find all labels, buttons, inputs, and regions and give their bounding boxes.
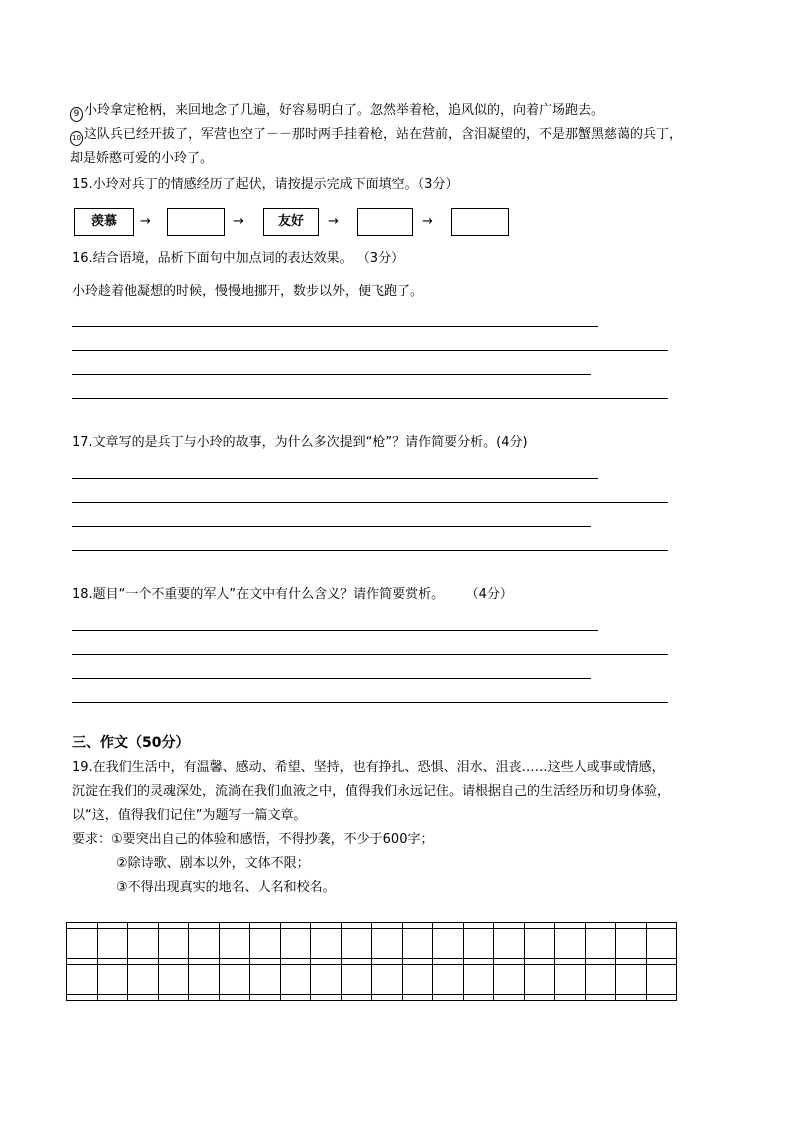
grid-cell[interactable] [464, 965, 495, 995]
emotion-box-1: 羡慕 [74, 208, 134, 236]
grid-cell[interactable] [220, 929, 251, 959]
answer-line[interactable] [72, 374, 591, 375]
grid-cell[interactable] [616, 929, 647, 959]
grid-cell[interactable] [159, 929, 190, 959]
answer-line[interactable] [72, 326, 598, 327]
grid-spacer-cell [464, 995, 495, 1001]
question-19-line: 19.在我们生活中，有温馨、感动、希望、坚持，也有挣扎、恐惧、泪水、沮丧……这些人或事或情感， [72, 760, 665, 775]
grid-spacer-cell [616, 995, 647, 1001]
grid-cell[interactable] [433, 929, 464, 959]
emotion-box-4[interactable] [357, 208, 413, 236]
grid-cell[interactable] [220, 965, 251, 995]
grid-cell[interactable] [189, 929, 220, 959]
grid-cell[interactable] [494, 929, 525, 959]
arrow-icon: → [328, 214, 339, 229]
grid-cell[interactable] [616, 965, 647, 995]
grid-spacer-cell [250, 995, 281, 1001]
question-17: 17.文章写的是兵丁与小玲的故事，为什么多次提到“枪”？请作简要分析。(4分) [72, 435, 528, 450]
grid-cell[interactable] [98, 965, 129, 995]
grid-row [67, 995, 677, 1001]
question-18-score: （4分） [472, 587, 513, 602]
grid-spacer-cell [67, 995, 98, 1001]
grid-row [67, 965, 677, 995]
question-16: 16.结合语境，品析下面句中加点词的表达效果。 （3分） [72, 251, 405, 266]
answer-line[interactable] [72, 550, 668, 551]
requirement-1: 要求：①要突出自己的体验和感悟，不得抄袭，不少于600字； [72, 832, 434, 847]
question-15: 15.小玲对兵丁的情感经历了起伏，请按提示完成下面填空。（3分） [72, 177, 459, 192]
emotion-box-3: 友好 [263, 208, 319, 236]
grid-cell[interactable] [525, 965, 556, 995]
emotion-box-2[interactable] [167, 208, 225, 236]
grid-spacer-cell [98, 995, 129, 1001]
grid-spacer-cell [586, 995, 617, 1001]
paragraph-number: 9 [70, 107, 83, 122]
grid-spacer-cell [220, 995, 251, 1001]
emotion-box-5[interactable] [451, 208, 509, 236]
grid-cell[interactable] [159, 965, 190, 995]
grid-cell[interactable] [250, 929, 281, 959]
answer-line[interactable] [72, 398, 668, 399]
grid-spacer-cell [281, 995, 312, 1001]
grid-spacer-cell [494, 995, 525, 1001]
grid-spacer-cell [342, 995, 373, 1001]
passage-text-continued: 却是娇憨可爱的小玲了。 [70, 151, 214, 166]
grid-cell[interactable] [67, 929, 98, 959]
requirement-2: ②除诗歌、剧本以外，文体不限； [116, 856, 310, 871]
question-16-sentence: 小玲趁着他凝想的时候，慢慢地挪开，数步以外，便飞跑了。 [72, 284, 424, 299]
grid-cell[interactable] [281, 965, 312, 995]
section-heading: 三、作文（50分） [72, 735, 190, 751]
grid-cell[interactable] [250, 965, 281, 995]
arrow-icon: → [422, 214, 433, 229]
answer-line[interactable] [72, 702, 668, 703]
grid-cell[interactable] [372, 929, 403, 959]
answer-line[interactable] [72, 654, 668, 655]
grid-cell[interactable] [586, 965, 617, 995]
question-18-text: 18.题目“一个不重要的军人”在文中有什么含义？请作简要赏析。 [72, 587, 445, 602]
grid-cell[interactable] [98, 929, 129, 959]
grid-spacer-cell [159, 995, 190, 1001]
grid-cell[interactable] [311, 965, 342, 995]
grid-spacer-cell [403, 995, 434, 1001]
grid-spacer-cell [525, 995, 556, 1001]
answer-line[interactable] [72, 630, 598, 631]
grid-spacer-cell [372, 995, 403, 1001]
grid-spacer-cell [311, 995, 342, 1001]
grid-cell[interactable] [525, 929, 556, 959]
grid-cell[interactable] [342, 929, 373, 959]
grid-spacer-cell [647, 995, 678, 1001]
answer-line[interactable] [72, 502, 668, 503]
grid-cell[interactable] [189, 965, 220, 995]
grid-cell[interactable] [311, 929, 342, 959]
grid-cell[interactable] [586, 929, 617, 959]
arrow-icon: → [140, 214, 151, 229]
answer-line[interactable] [72, 678, 591, 679]
composition-grid [66, 922, 677, 1001]
passage-text: 这队兵已经开拔了，军营也空了－－那时两手挂着枪，站在营前，含泪凝望的，不是那蟹黑慈蔼的兵丁， [84, 127, 683, 142]
grid-cell[interactable] [464, 929, 495, 959]
grid-cell[interactable] [403, 929, 434, 959]
answer-line[interactable] [72, 478, 598, 479]
grid-spacer-cell [189, 995, 220, 1001]
grid-spacer-cell [128, 995, 159, 1001]
grid-cell[interactable] [494, 965, 525, 995]
answer-line[interactable] [72, 350, 668, 351]
grid-cell[interactable] [67, 965, 98, 995]
grid-spacer-cell [433, 995, 464, 1001]
arrow-icon: → [233, 214, 244, 229]
passage-paragraph-9 [70, 102, 604, 122]
grid-cell[interactable] [372, 965, 403, 995]
grid-cell[interactable] [128, 929, 159, 959]
grid-cell[interactable] [403, 965, 434, 995]
grid-cell[interactable] [555, 965, 586, 995]
grid-cell[interactable] [342, 965, 373, 995]
grid-cell[interactable] [555, 929, 586, 959]
grid-cell[interactable] [128, 965, 159, 995]
grid-cell[interactable] [647, 965, 678, 995]
question-19-line: 以“这，值得我们记住”为题写一篇文章。 [72, 808, 307, 823]
grid-cell[interactable] [647, 929, 678, 959]
grid-row [67, 929, 677, 959]
answer-line[interactable] [72, 526, 591, 527]
passage-text: 小玲拿定枪柄，来回地念了几遍，好容易明白了。忽然举着枪，追风似的，向着广场跑去。 [84, 103, 605, 118]
grid-cell[interactable] [281, 929, 312, 959]
question-19-line: 沉淀在我们的灵魂深处，流淌在我们血液之中，值得我们永远记住。请根据自己的生活经历和切身体验， [72, 784, 671, 799]
passage-paragraph-10 [70, 126, 682, 146]
question-18 [72, 586, 513, 604]
grid-cell[interactable] [433, 965, 464, 995]
requirement-3: ③不得出现真实的地名、人名和校名。 [116, 880, 336, 895]
grid-spacer-cell [555, 995, 586, 1001]
paragraph-number: 10 [70, 131, 83, 146]
